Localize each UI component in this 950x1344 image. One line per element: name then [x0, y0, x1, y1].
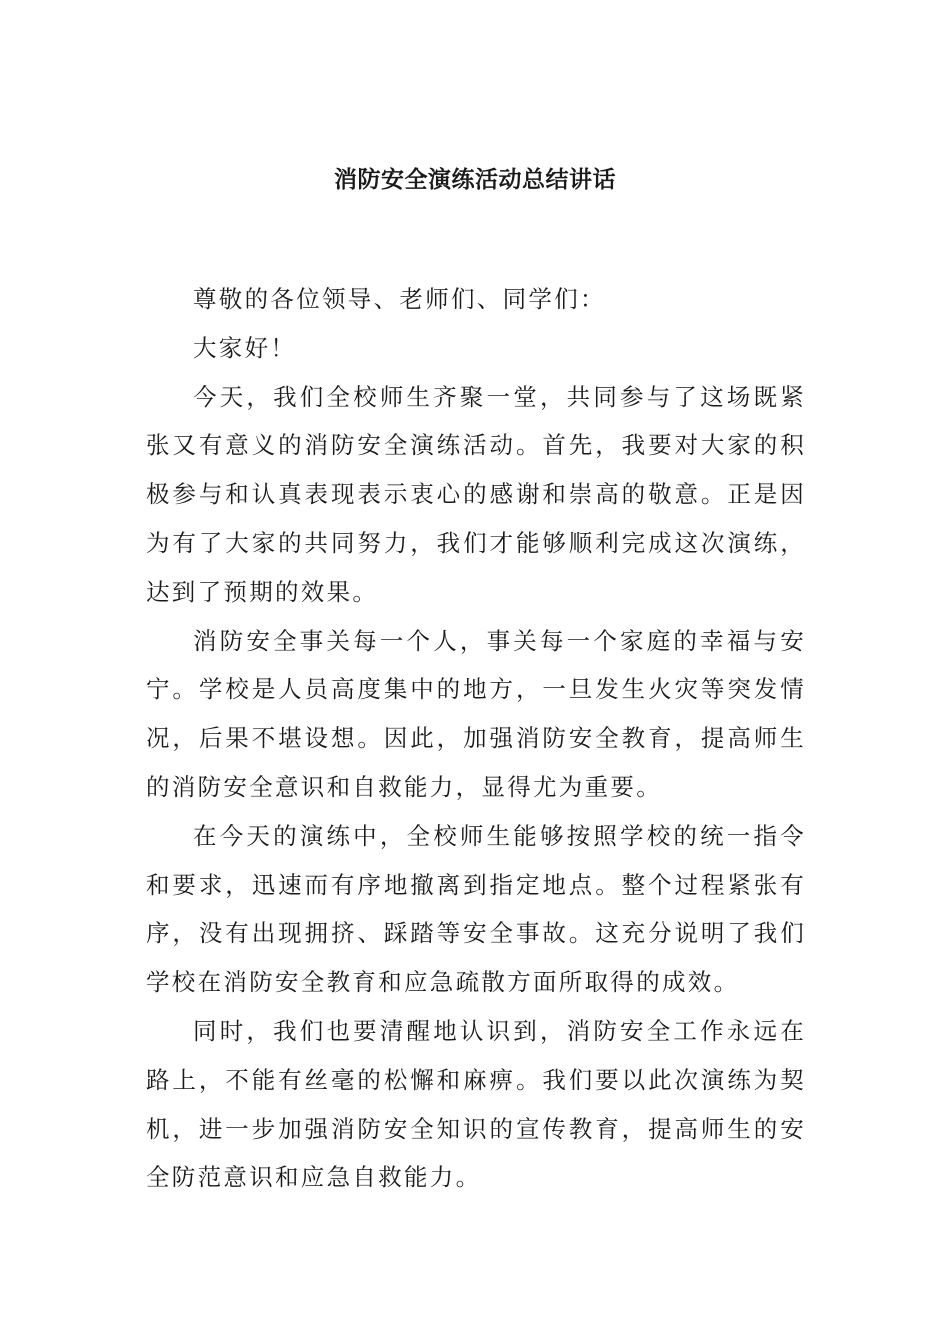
salutation-paragraph: 尊敬的各位领导、老师们、同学们：: [193, 285, 606, 313]
body-paragraph-1: 今天，我们全校师生齐聚一堂，共同参与了这场既紧张又有意义的消防安全演练活动。首先，我要对大家的积极参与和认真表现表示衷心的感谢和崇高的敬意。正是因为有了大家的共同努力，我们才能够顺利完成这次演练，达到了预期的效果。: [146, 382, 806, 606]
document-title: 消防安全演练活动总结讲话: [334, 167, 616, 193]
body-paragraph-4: 同时，我们也要清醒地认识到，消防安全工作永远在路上，不能有丝毫的松懈和麻痹。我们要以此次演练为契机，进一步加强消防安全知识的宣传教育，提高师生的安全防范意识和应急自救能力。: [146, 1016, 806, 1192]
document-body: [146, 275, 806, 1202]
greeting-paragraph: 大家好！: [193, 333, 297, 362]
body-paragraph-3: 在今天的演练中，全校师生能够按照学校的统一指令和要求，迅速而有序地撤离到指定地点。整个过程紧张有序，没有出现拥挤、踩踏等安全事故。这充分说明了我们学校在消防安全教育和应急疏散方面所取得的成效。: [146, 821, 806, 997]
body-paragraph-2: 消防安全事关每一个人，事关每一个家庭的幸福与安宁。学校是人员高度集中的地方，一旦发生火灾等突发情况，后果不堪设想。因此，加强消防安全教育，提高师生的消防安全意识和自救能力，显得尤为重要。: [146, 626, 806, 801]
